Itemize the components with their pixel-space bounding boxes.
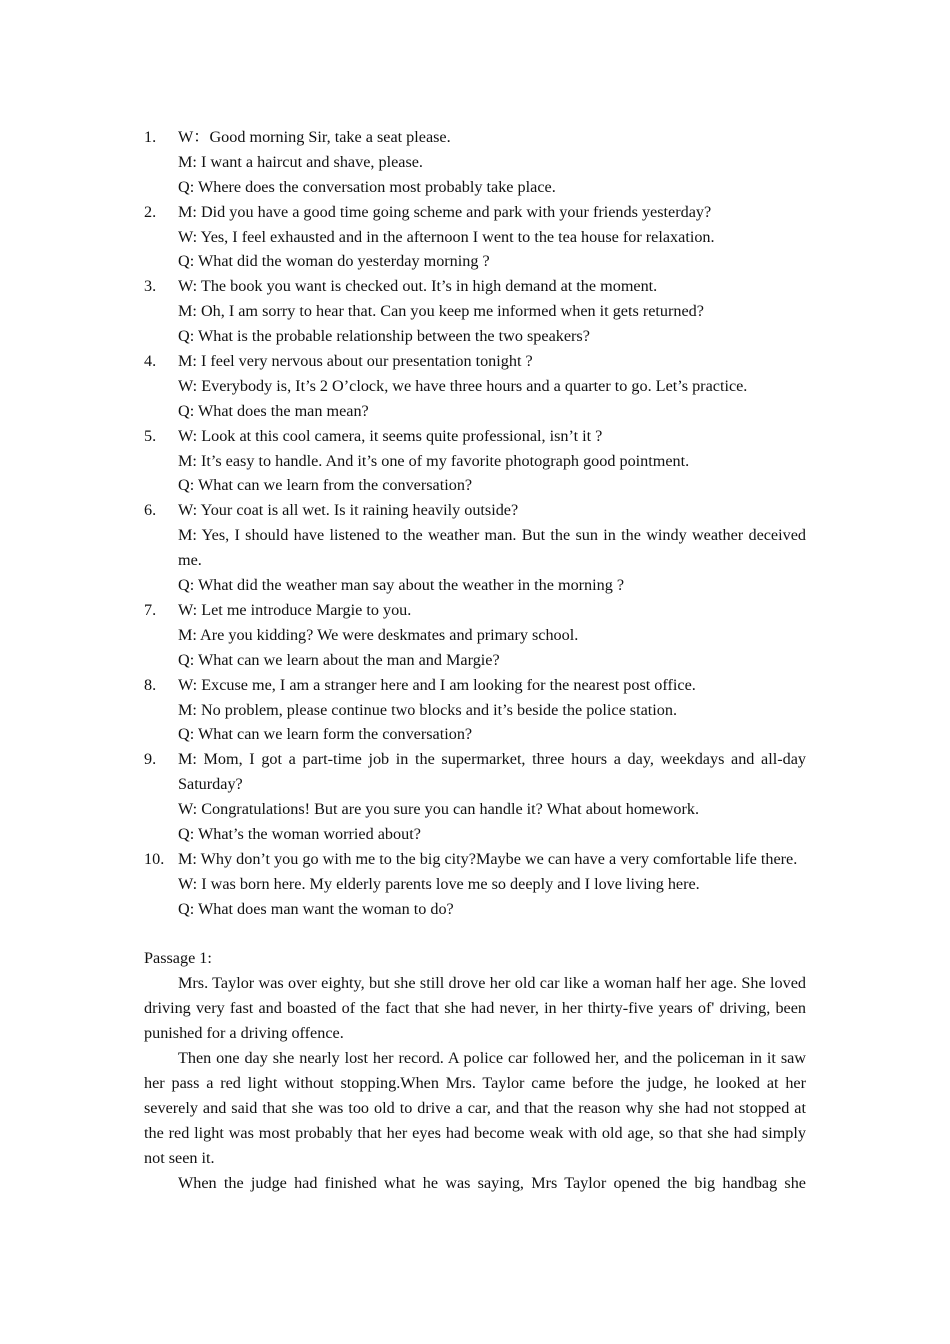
section-gap: [144, 922, 806, 947]
item-number: 8.: [144, 675, 157, 694]
question-line: [144, 897, 806, 922]
dialogue-line: [144, 498, 806, 523]
dialogue-line: [144, 449, 806, 474]
speaker-line: W: Look at this cool camera, it seems quite professional, isn’t it ?: [178, 426, 603, 445]
dialogue-item: [144, 274, 806, 349]
question-text: Q: What can we learn form the conversation?: [178, 725, 473, 744]
dialogue-line: [144, 150, 806, 175]
dialogue-line: [144, 623, 806, 648]
speaker-line: W: Congratulations! But are you sure you can handle it? What about homework.: [178, 800, 700, 819]
dialogue-line: [144, 200, 806, 225]
speaker-line: W: Let me introduce Margie to you.: [178, 600, 412, 619]
question-text: Q: What’s the woman worried about?: [178, 825, 421, 843]
dialogue-item: [144, 498, 806, 598]
dialogue-line: [144, 374, 806, 399]
speaker-line: W: Everybody is, It’s 2 O’clock, we have three hours and a quarter to go. Let’s practice.: [178, 376, 748, 395]
dialogue-line: [144, 747, 806, 797]
dialogue-line: [144, 125, 806, 150]
item-number: 5.: [144, 426, 157, 445]
item-number: 10.: [144, 849, 165, 868]
speaker-line: W: Your coat is all wet. Is it raining heavily outside?: [178, 501, 519, 520]
passage-paragraph: When the judge had finished what he was saying, Mrs Taylor opened the big handbag she: [178, 1173, 806, 1192]
dialogue-item: [144, 424, 806, 499]
item-number: 6.: [144, 501, 157, 520]
dialogue-line: [144, 225, 806, 250]
speaker-line: M: I want a haircut and shave, please.: [178, 152, 423, 171]
question-line: [144, 573, 806, 598]
question-line: [144, 175, 806, 200]
dialogue-line: [144, 673, 806, 698]
question-text: Q: What did the woman do yesterday morning ?: [178, 252, 490, 271]
dialogue-item: [144, 598, 806, 673]
item-number: 9.: [144, 750, 157, 769]
document-content: [144, 125, 806, 1196]
passage-paragraph: Then one day she nearly lost her record. A police car followed her, and the policeman in it saw her pass a red light without stopping.When Mrs. Taylor came before the judge, he looked at her severely and said that she was too old to drive a car, and that the reason why she had not stopped at the red light was most probably that her eyes had become weak with old age, so that she had simply not seen it.: [144, 1049, 806, 1167]
question-text: Q: What can we learn from the conversation?: [178, 476, 473, 495]
speaker-line: M: Did you have a good time going scheme and park with your friends yesterday?: [178, 202, 712, 221]
speaker-line: W: I was born here. My elderly parents love me so deeply and I love living here.: [178, 874, 700, 893]
item-number: 2.: [144, 202, 157, 221]
item-number: 3.: [144, 277, 157, 296]
question-line: [144, 822, 806, 847]
speaker-line: W: Excuse me, I am a stranger here and I am looking for the nearest post office.: [178, 675, 696, 694]
speaker-line-wrapped: M: Yes, I should have listened to the weather man. But the sun in the windy weather deceived me.: [178, 526, 806, 570]
speaker-line: W：Good morning Sir, take a seat please.: [178, 128, 451, 146]
question-line: [144, 722, 806, 747]
dialogue-line: [144, 349, 806, 374]
speaker-line: M: Oh, I am sorry to hear that. Can you keep me informed when it gets returned?: [178, 302, 704, 321]
dialogue-line: [144, 872, 806, 897]
speaker-line: W: Yes, I feel exhausted and in the afternoon I went to the tea house for relaxation.: [178, 227, 715, 246]
question-text: Q: What is the probable relationship between the two speakers?: [178, 327, 590, 346]
passage-title: Passage 1:: [144, 949, 212, 968]
speaker-line: M: Are you kidding? We were deskmates and primary school.: [178, 625, 579, 644]
item-number: 4.: [144, 352, 157, 371]
speaker-line: M: No problem, please continue two blocks and it’s beside the police station.: [178, 700, 678, 719]
dialogue-line: [144, 299, 806, 324]
question-text: Q: What does man want the woman to do?: [178, 899, 454, 918]
passage-section: [144, 946, 806, 1195]
dialogue-item: [144, 673, 806, 748]
dialogue-line: [144, 598, 806, 623]
dialogue-item: [144, 125, 806, 200]
speaker-line-wrapped: M: Mom, I got a part-time job in the supermarket, three hours a day, weekdays and all-day Saturday?: [178, 750, 806, 794]
question-line: [144, 324, 806, 349]
speaker-line-wrapped: M: Why don’t you go with me to the big city?Maybe we can have a very comfortable life there.: [178, 849, 798, 868]
dialogue-line: [144, 274, 806, 299]
question-text: Q: Where does the conversation most probably take place.: [178, 177, 556, 196]
speaker-line: M: It’s easy to handle. And it’s one of my favorite photograph good pointment.: [178, 451, 690, 470]
passage-paragraph: Mrs. Taylor was over eighty, but she still drove her old car like a woman half her age. She loved driving very fast and boasted of the fact that she had never, in her thirty-five years of' driving, been punished for a driving offence.: [144, 974, 806, 1043]
dialogue-line: [144, 698, 806, 723]
item-number: 7.: [144, 600, 157, 619]
dialogue-item: [144, 200, 806, 275]
question-line: [144, 399, 806, 424]
item-number: 1.: [144, 128, 157, 146]
question-line: [144, 648, 806, 673]
dialogue-line: [144, 424, 806, 449]
dialogue-item: [144, 847, 806, 922]
dialogue-item: [144, 747, 806, 847]
speaker-line: W: The book you want is checked out. It’s in high demand at the moment.: [178, 277, 658, 296]
dialogue-line: [144, 797, 806, 822]
dialogue-line: [144, 847, 806, 872]
question-line: [144, 473, 806, 498]
question-text: Q: What did the weather man say about the weather in the morning ?: [178, 576, 625, 595]
dialogue-item: [144, 349, 806, 424]
question-line: [144, 249, 806, 274]
speaker-line: M: I feel very nervous about our presentation tonight ?: [178, 352, 533, 371]
question-text: Q: What can we learn about the man and Margie?: [178, 650, 500, 669]
question-text: Q: What does the man mean?: [178, 401, 369, 420]
